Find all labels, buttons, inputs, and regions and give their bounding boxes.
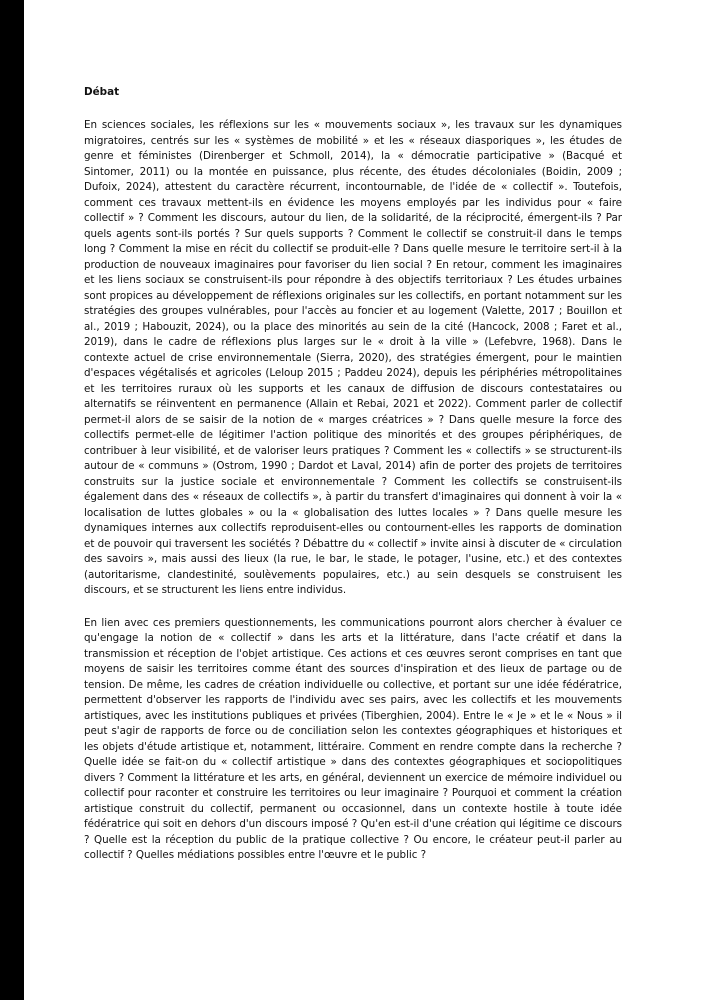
document-page bbox=[84, 85, 622, 864]
page-edge-bar bbox=[0, 0, 24, 1000]
paragraph-2: En lien avec ces premiers questionnements, les communications pourront alors chercher à évaluer ce qu'engage la notion de « collectif » dans les arts et la littérature, dans l'acte créatif et dans la transmission et réception de l'objet artistique. Ces actions et ces œuvres seront comprises en tant que moyens de saisir les territoires comme étant des sources d'inspiration et des lieux de partage ou de tension. De même, les cadres de création individuelle ou collective, et portant sur une idée fédératrice, permettent d'observer les rapports de l'individu avec ses pairs, avec les collectifs et les mouvements artistiques, avec les institutions publiques et privées (Tiberghien, 2004). Entre le « Je » et le « Nous » il peut s'agir de rapports de force ou de conciliation selon les contextes géographiques et historiques et les objets d'étude artistique et, notamment, littéraire. Comment en rendre compte dans la recherche ? Quelle idée se fait-on du « collectif artistique » dans des contextes géographiques et sociopolitiques divers ? Comment la littérature et les arts, en général, deviennent un exercice de mémoire individuel ou collectif pour raconter et construire les territoires ou leur imaginaire ? Pourquoi et comment la création artistique construit du collectif, permanent ou occasionnel, dans un contexte hostile à toute idée fédératrice qui soit en dehors d'un discours imposé ? Qu'en est-il d'une création qui légitime ce discours ? Quelle est la réception du public de la pratique collective ? Ou encore, le créateur peut-il parler au collectif ? Quelles médiations possibles entre l'œuvre et le public ? bbox=[84, 616, 622, 861]
section-heading: Débat bbox=[84, 86, 120, 98]
paragraph-1: En sciences sociales, les réflexions sur les « mouvements sociaux », les travaux sur les dynamiques migratoires, centrés sur les « systèmes de mobilité » et les « réseaux diasporiques », les études de genre et féministes (Direnberger et Schmoll, 2014), la « démocratie participative » (Bacqué et Sintomer, 2011) ou la montée en puissance, plus récente, des études décoloniales (Boidin, 2009 ; Dufoix, 2024), attestent du caractère récurrent, incontournable, de l'idée de « collectif ». Toutefois, comment ces travaux mettent-ils en évidence les moyens employés par les individus pour « faire collectif » ? Comment les discours, autour du lien, de la solidarité, de la réciprocité, émergent-ils ? Par quels agents sont-ils portés ? Sur quels supports ? Comment le collectif se construit-il dans le temps long ? Comment la mise en récit du collectif se produit-elle ? Dans quelle mesure le territoire sert-il à la production de nouveaux imaginaires pour favoriser du lien social ? En retour, comment les imaginaires et les liens sociaux se construisent-ils pour répondre à des objectifs territoriaux ? Les études urbaines sont propices au développement de réflexions originales sur les collectifs, en portant notamment sur les stratégies des groupes vulnérables, pour l'accès au foncier et au logement (Valette, 2017 ; Bouillon et al., 2019 ; Habouzit, 2024), ou la place des minorités au sein de la cité (Hancock, 2008 ; Faret et al., 2019), dans le cadre de réflexions plus larges sur le « droit à la ville » (Lefebvre, 1968). Dans le contexte actuel de crise environnementale (Sierra, 2020), des stratégies émergent, pour le maintien d'espaces végétalisés et agricoles (Leloup 2015 ; Paddeu 2024), depuis les périphéries métropolitaines et les territoires ruraux où les supports et les canaux de diffusion de discours contestataires ou alternatifs se réinventent en permanence (Allain et Rebai, 2021 et 2022). Comment parler de collectif permet-il alors de se saisir de la notion de « marges créatrices » ? Dans quelle mesure la force des collectifs permet-elle de légitimer l'action politique des minorités et des groupes périphériques, de contribuer à leur visibilité, et de valoriser leurs pratiques ? Comment les « collectifs » se structurent-ils autour de « communs » (Ostrom, 1990 ; Dardot et Laval, 2014) afin de porter des projets de territoires construits sur la justice sociale et environnementale ? Comment les collectifs se construisent-ils également dans des « réseaux de collectifs », à partir du transfert d'imaginaires qui donnent à voir la « localisation de luttes globales » ou la « globalisation des luttes locales » ? Dans quelle mesure les dynamiques internes aux collectifs reproduisent-elles ou contournent-elles les rapports de domination et de pouvoir qui traversent les sociétés ? Débattre du « collectif » invite ainsi à discuter de « circulation des savoirs », mais aussi des lieux (la rue, le bar, le stade, le potager, l'usine, etc.) et des contextes (autoritarisme, clandestinité, soulèvements populaires, etc.) au sein desquels se construisent les discours, et se structurent les liens entre individus. bbox=[84, 119, 622, 596]
